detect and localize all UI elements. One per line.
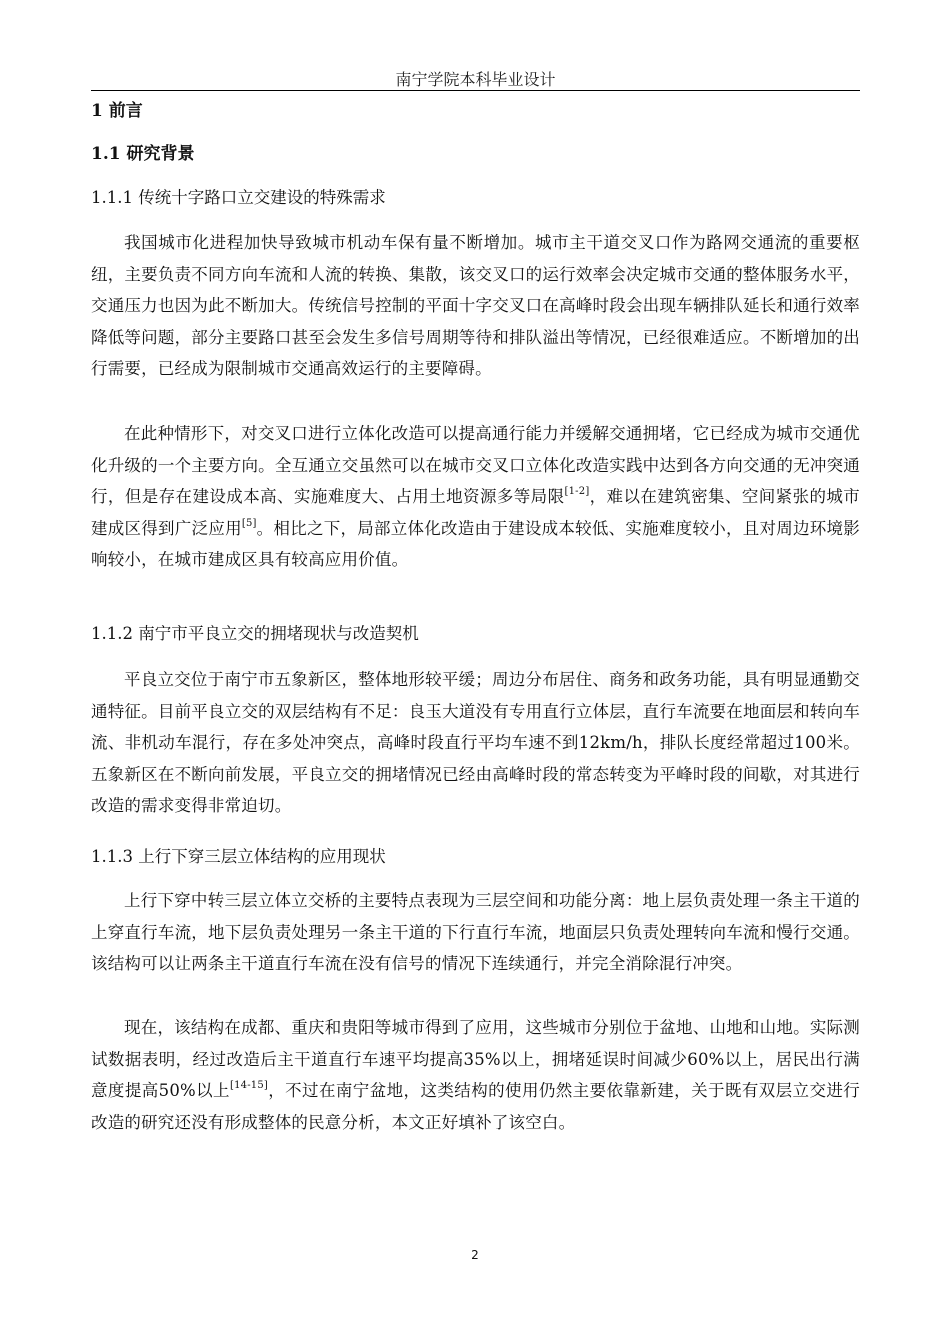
paragraph-4: 上行下穿中转三层立体立交桥的主要特点表现为三层空间和功能分离：地上层负责处理一条主干道的上穿直行车流，地下层负责处理另一条主干道的下行直行车流，地面层只负责处理转向车流和慢行交通。该结构可以让两条主干道直行车流在没有信号的情况下连续通行，并完全消除混行冲突。	[91, 891, 860, 973]
citation-14-15: [14-15]	[229, 1080, 269, 1091]
paragraph-5-part-b: ，不过在南宁盆地，这类结构的使用仍然主要依靠新建，关于既有双层立交进行改造的研究还没有形成整体的民意分析，本文正好填补了该空白。	[91, 1081, 861, 1132]
citation-1-2: [1-2]	[564, 486, 590, 497]
paragraph-2-part-b: ，难以在建筑密集、空间紧张的城市建成区得到广泛应用	[91, 487, 860, 538]
subsection-heading-1-1-1: 1.1.1 传统十字路口立交建设的特殊需求	[91, 188, 386, 207]
subsection-heading-1-1-2: 1.1.2 南宁市平良立交的拥堵现状与改造契机	[91, 624, 419, 643]
section-heading-1-1: 1.1 研究背景	[91, 144, 195, 164]
paragraph-3: 平良立交位于南宁市五象新区，整体地形较平缓；周边分布居住、商务和政务功能，具有明显通勤交通特征。目前平良立交的双层结构有不足：良玉大道没有专用直行立体层，直行车流要在地面层和转向车流、非机动车混行，存在多处冲突点，高峰时段直行平均车速不到12km/h，排队长度经常超过100米。五象新区在不断向前发展，平良立交的拥堵情况已经由高峰时段的常态转变为平峰时段的间歇，对其进行改造的需求变得非常迫切。	[91, 670, 860, 815]
chapter-heading: 1 前言	[91, 101, 143, 121]
citation-5: [5]	[241, 517, 257, 529]
paragraph-2	[91, 418, 860, 576]
paragraph-5-part-a: 现在，该结构在成都、重庆和贵阳等城市得到了应用，这些城市分别位于盆地、山地和山地。实际测试数据表明，经过改造后主干道直行车速平均提高35%以上，拥堵延误时间减少60%以上，居民出行满意度提高50%以上	[91, 1018, 860, 1100]
paragraph-2-part-c: 。相比之下，局部立体化改造由于建设成本较低、实施难度较小，且对周边环境影响较小，在城市建成区具有较高应用价值。	[91, 518, 860, 569]
running-header: 南宁学院本科毕业设计	[395, 70, 556, 89]
paragraph-5	[91, 1012, 860, 1138]
header-rule	[91, 90, 860, 91]
subsection-heading-1-1-3: 1.1.3 上行下穿三层立体结构的应用现状	[91, 847, 386, 866]
page-number: 2	[471, 1248, 479, 1262]
paragraph-1: 我国城市化进程加快导致城市机动车保有量不断增加。城市主干道交叉口作为路网交通流的重要枢纽，主要负责不同方向车流和人流的转换、集散，该交叉口的运行效率会决定城市交通的整体服务水平，交通压力也因为此不断加大。传统信号控制的平面十字交叉口在高峰时段会出现车辆排队延长和通行效率降低等问题，部分主要路口甚至会发生多信号周期等待和排队溢出等情况，已经很难适应。不断增加的出行需要，已经成为限制城市交通高效运行的主要障碍。	[91, 233, 860, 378]
paragraph-2-part-a: 在此种情形下，对交叉口进行立体化改造可以提高通行能力并缓解交通拥堵，它已经成为城市交通优化升级的一个主要方向。全互通立交虽然可以在城市交叉口立体化改造实践中达到各方向交通的无冲突通行，但是存在建设成本高、实施难度大、占用土地资源多等局限	[91, 424, 860, 506]
